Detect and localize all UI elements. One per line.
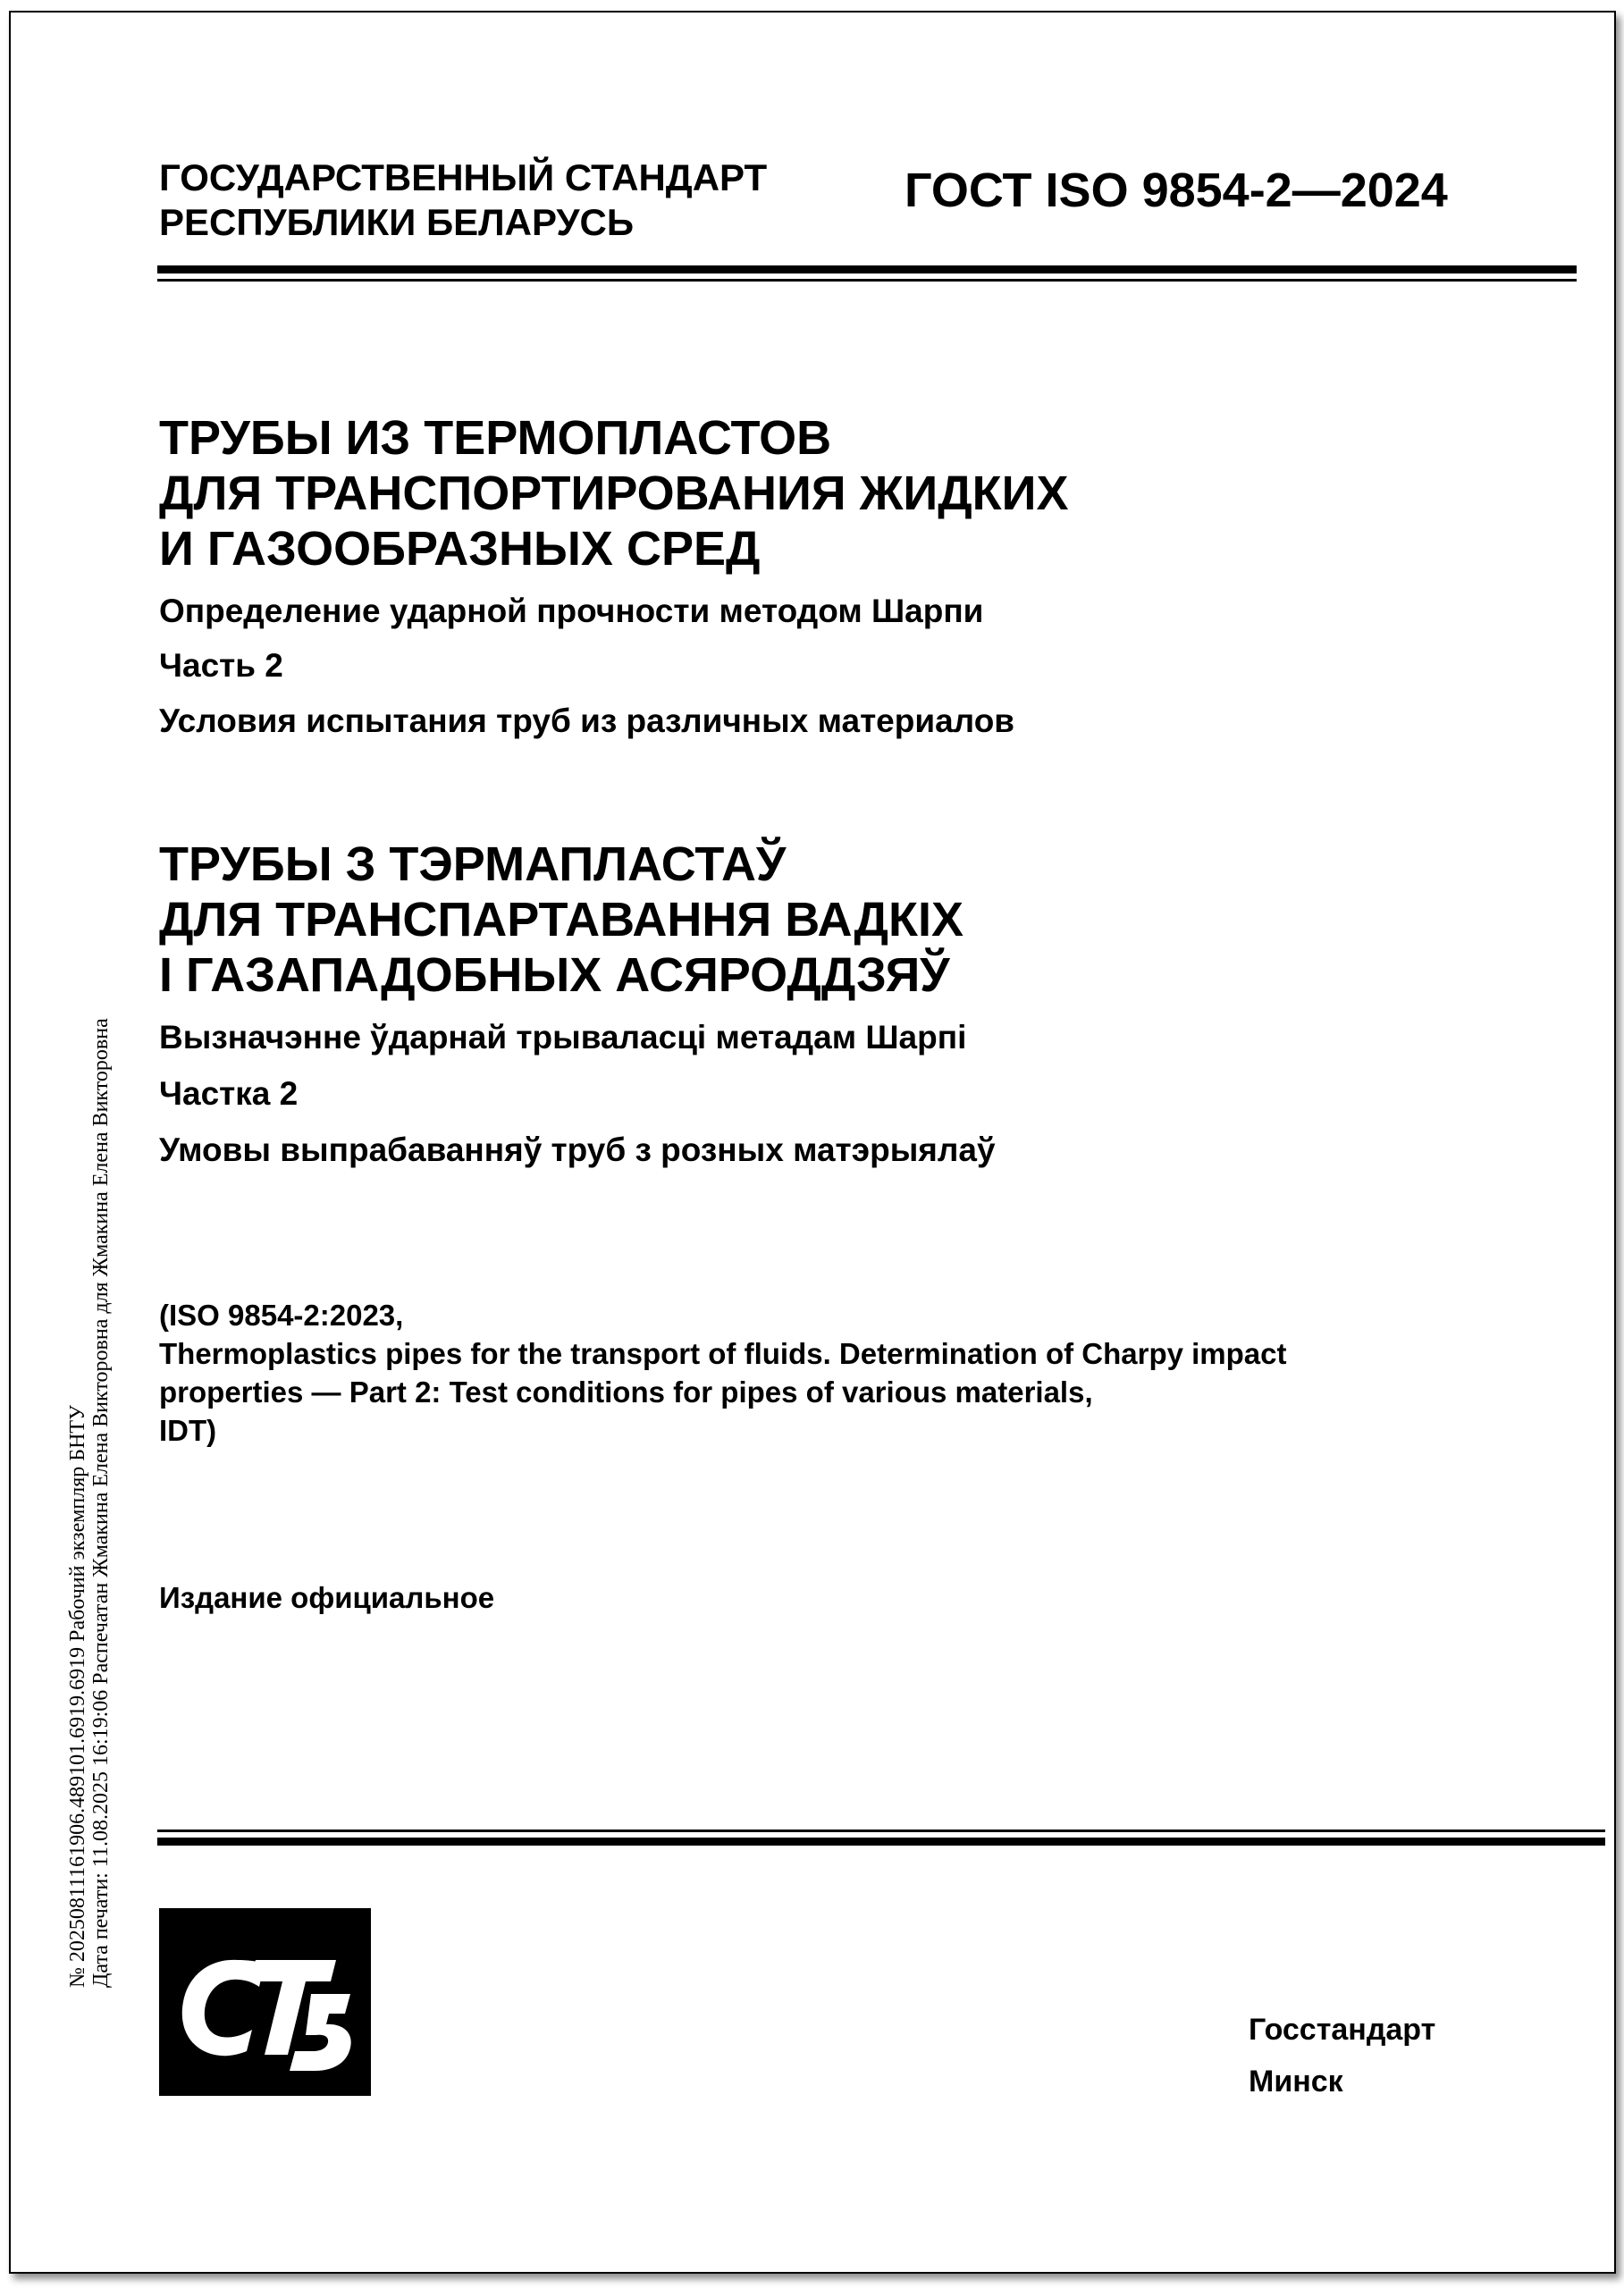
- header-rule-thick: [157, 265, 1577, 273]
- header-rule-thin: [157, 279, 1577, 282]
- authority-line-2: РЕСПУБЛИКИ БЕЛАРУСЬ: [159, 201, 635, 243]
- iso-ref-line-4: IDT): [159, 1414, 217, 1447]
- title-ru-line-1: ТРУБЫ ИЗ ТЕРМОПЛАСТОВ: [159, 411, 832, 465]
- title-ru-part-title: Условия испытания труб из различных материалов: [159, 702, 1015, 739]
- title-by-line-3: І ГАЗАПАДОБНЫХ АСЯРОДДЗЯЎ: [159, 948, 950, 1002]
- authority-line-1: ГОСУДАРСТВЕННЫЙ СТАНДАРТ: [159, 156, 768, 198]
- edition-label: Издание официальное: [159, 1581, 495, 1614]
- title-ru-line-3: И ГАЗООБРАЗНЫХ СРЕД: [159, 522, 761, 576]
- iso-ref-line-1: (ISO 9854-2:2023,: [159, 1299, 404, 1332]
- side-stamp-line-2: Дата печати: 11.08.2025 16:19:06 Распечатан Жмакина Елена Викторовна для Жмакина Елена Викторовна: [89, 1018, 113, 1988]
- document-page: [9, 11, 1616, 2274]
- stb-logo-mark: [159, 1908, 371, 2096]
- title-ru-line-2: ДЛЯ ТРАНСПОРТИРОВАНИЯ ЖИДКИХ: [159, 467, 1069, 520]
- side-stamp-line-1: № 20250811161906.489101.6919.6919 Рабочий экземпляр БНТУ: [66, 1404, 89, 1988]
- iso-ref-line-3: properties — Part 2: Test conditions for pipes of various materials,: [159, 1375, 1093, 1409]
- footer-rule-thick: [157, 1838, 1605, 1846]
- publisher-name: Госстандарт: [1249, 2013, 1436, 2047]
- standard-code: ГОСТ ISO 9854-2—2024: [905, 164, 1448, 217]
- title-ru-part: Часть 2: [159, 647, 283, 684]
- title-by-subtitle: Вызначэнне ўдарнай трываласці метадам Шарпі: [159, 1019, 967, 1056]
- title-by-line-2: ДЛЯ ТРАНСПАРТАВАННЯ ВАДКІХ: [159, 893, 963, 946]
- publisher-city: Минск: [1249, 2065, 1343, 2099]
- title-by-part-title: Умовы выпрабаванняў труб з розных матэрыялаў: [159, 1131, 996, 1168]
- footer-rule-thin: [157, 1830, 1605, 1832]
- stb-logo: [159, 1908, 371, 2096]
- iso-ref-line-2: Thermoplastics pipes for the transport of fluids. Determination of Charpy impact: [159, 1337, 1287, 1370]
- title-by-part: Частка 2: [159, 1075, 299, 1112]
- title-ru-subtitle: Определение ударной прочности методом Шарпи: [159, 593, 984, 629]
- title-by-line-1: ТРУБЫ З ТЭРМАПЛАСТАЎ: [159, 837, 787, 891]
